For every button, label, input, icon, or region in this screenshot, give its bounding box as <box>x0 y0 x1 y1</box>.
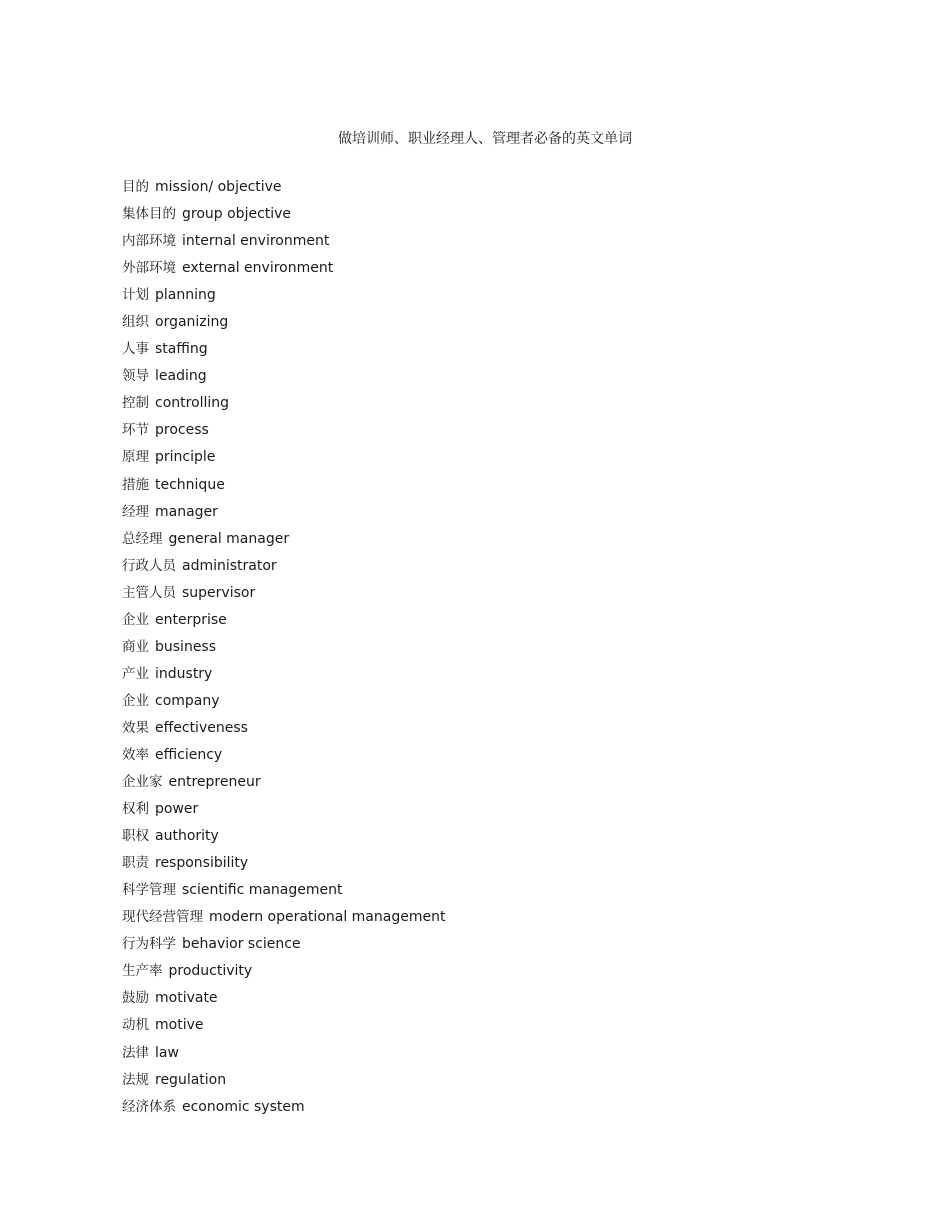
list-item <box>122 338 445 365</box>
english-term: administrator <box>182 557 277 574</box>
english-term: staffing <box>155 341 208 358</box>
list-item <box>122 419 445 446</box>
chinese-term: 企业家 <box>122 774 163 791</box>
list-item <box>122 744 445 771</box>
english-term: general manager <box>168 530 290 547</box>
chinese-term: 职权 <box>122 828 149 845</box>
chinese-term: 集体目的 <box>122 206 176 223</box>
chinese-term: 行为科学 <box>122 936 176 953</box>
english-term: scientific management <box>182 882 343 899</box>
list-item <box>122 555 445 582</box>
chinese-term: 行政人员 <box>122 557 176 574</box>
list-item <box>122 636 445 663</box>
chinese-term: 内部环境 <box>122 233 176 250</box>
english-term: process <box>155 422 209 439</box>
english-term: modern operational management <box>209 909 446 926</box>
chinese-term: 经济体系 <box>122 1098 176 1115</box>
list-item <box>122 392 445 419</box>
english-term: controlling <box>155 395 230 412</box>
english-term: effectiveness <box>155 719 248 736</box>
list-item <box>122 960 445 987</box>
english-term: productivity <box>168 963 253 980</box>
chinese-term: 鼓励 <box>122 990 149 1007</box>
chinese-term: 总经理 <box>122 530 163 547</box>
chinese-term: 生产率 <box>122 963 163 980</box>
english-term: law <box>155 1044 179 1061</box>
chinese-term: 权利 <box>122 801 149 818</box>
english-term: planning <box>155 287 216 304</box>
chinese-term: 科学管理 <box>122 882 176 899</box>
chinese-term: 原理 <box>122 449 149 466</box>
chinese-term: 计划 <box>122 287 149 304</box>
list-item <box>122 1069 445 1096</box>
list-item <box>122 771 445 798</box>
english-term: internal environment <box>182 233 330 250</box>
english-term: company <box>155 692 220 709</box>
chinese-term: 法律 <box>122 1044 149 1061</box>
list-item <box>122 230 445 257</box>
list-item <box>122 311 445 338</box>
english-term: supervisor <box>182 584 256 601</box>
list-item <box>122 528 445 555</box>
list-item <box>122 690 445 717</box>
chinese-term: 企业 <box>122 692 149 709</box>
english-term: entrepreneur <box>168 774 261 791</box>
chinese-term: 效率 <box>122 746 149 763</box>
english-term: group objective <box>182 206 292 223</box>
chinese-term: 产业 <box>122 665 149 682</box>
list-item <box>122 987 445 1014</box>
list-item <box>122 257 445 284</box>
english-term: responsibility <box>155 855 249 872</box>
chinese-term: 主管人员 <box>122 584 176 601</box>
english-term: motivate <box>155 990 218 1007</box>
list-item <box>122 879 445 906</box>
chinese-term: 动机 <box>122 1017 149 1034</box>
chinese-term: 经理 <box>122 503 149 520</box>
list-item <box>122 176 445 203</box>
list-item <box>122 852 445 879</box>
chinese-term: 组织 <box>122 314 149 331</box>
list-item <box>122 825 445 852</box>
english-term: organizing <box>155 314 229 331</box>
list-item <box>122 717 445 744</box>
english-term: principle <box>155 449 216 466</box>
list-item <box>122 582 445 609</box>
document-title: 做培训师、职业经理人、管理者必备的英文单词 <box>338 131 632 147</box>
list-item <box>122 446 445 473</box>
list-item <box>122 284 445 311</box>
english-term: economic system <box>182 1098 305 1115</box>
chinese-term: 人事 <box>122 341 149 358</box>
chinese-term: 商业 <box>122 638 149 655</box>
list-item <box>122 663 445 690</box>
chinese-term: 控制 <box>122 395 149 412</box>
chinese-term: 措施 <box>122 476 149 493</box>
chinese-term: 环节 <box>122 422 149 439</box>
english-term: regulation <box>155 1071 227 1088</box>
english-term: business <box>155 638 217 655</box>
english-term: efficiency <box>155 746 223 763</box>
chinese-term: 法规 <box>122 1071 149 1088</box>
list-item <box>122 474 445 501</box>
chinese-term: 企业 <box>122 611 149 628</box>
english-term: authority <box>155 828 219 845</box>
chinese-term: 目的 <box>122 179 149 195</box>
english-term: enterprise <box>155 611 227 628</box>
english-term: technique <box>155 476 225 493</box>
english-term: leading <box>155 368 207 385</box>
list-item <box>122 1014 445 1041</box>
list-item <box>122 609 445 636</box>
chinese-term: 效果 <box>122 719 149 736</box>
list-item <box>122 365 445 392</box>
list-item <box>122 933 445 960</box>
english-term: power <box>155 801 199 818</box>
chinese-term: 现代经营管理 <box>122 909 203 926</box>
list-item <box>122 203 445 230</box>
english-term: motive <box>155 1017 204 1034</box>
list-item <box>122 1042 445 1069</box>
english-term: industry <box>155 665 213 682</box>
english-term: external environment <box>182 260 334 277</box>
english-term: behavior science <box>182 936 301 953</box>
chinese-term: 外部环境 <box>122 260 176 277</box>
english-term: mission/ objective <box>155 179 282 195</box>
chinese-term: 职责 <box>122 855 149 872</box>
list-item <box>122 1096 445 1123</box>
list-item <box>122 501 445 528</box>
chinese-term: 领导 <box>122 368 149 385</box>
list-item <box>122 798 445 825</box>
vocabulary-list <box>122 176 445 1123</box>
list-item <box>122 906 445 933</box>
english-term: manager <box>155 503 218 520</box>
